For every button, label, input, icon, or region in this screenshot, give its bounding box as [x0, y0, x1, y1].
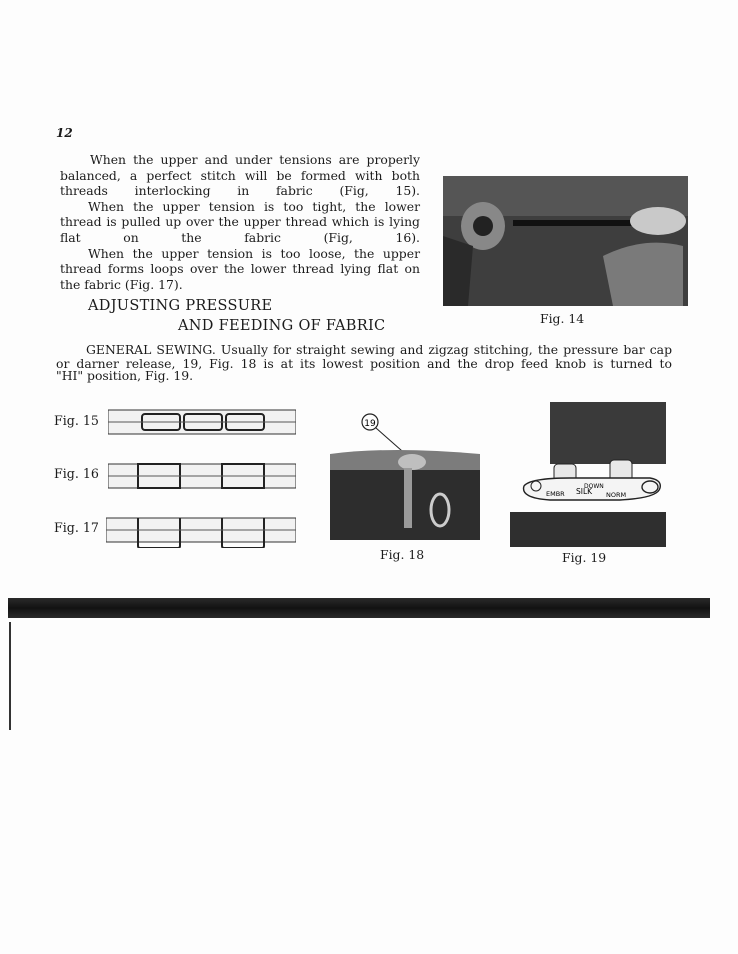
fig14-caption: Fig. 14 — [540, 311, 585, 326]
fig16-stitch-diagram — [108, 460, 296, 494]
fig19-knob-label-2: SILK — [576, 487, 593, 496]
scan-edge-bar — [8, 598, 710, 618]
section-heading-line1: ADJUSTING PRESSURE — [88, 298, 273, 314]
paragraph-tension-too-tight: When the upper tension is too tight, the lower thread is pulled up over the upper thread which is lying flat on the fabric (Fig, 16). — [60, 198, 420, 245]
fig17-label: Fig. 17 — [54, 520, 99, 535]
fig15-label: Fig. 15 — [54, 413, 99, 428]
fig18-photo — [330, 410, 480, 540]
fig14-photo-art — [443, 176, 688, 306]
fig16-label: Fig. 16 — [54, 466, 99, 481]
fig17-stitch-art — [106, 514, 296, 548]
fig14-photo — [443, 176, 688, 306]
general-sewing-line1: GENERAL SEWING. Usually for straight sewing and zigzag stitching, the pressure bar cap — [86, 342, 672, 357]
fig18-callout: 19 — [364, 419, 376, 429]
tension-text-block — [60, 152, 420, 292]
general-sewing-line3: "HI" position, Fig. 19. — [56, 368, 194, 383]
fig16-stitch-art — [108, 460, 296, 490]
general-sewing-line2: or darner release, 19, Fig. 18 is at its lowest position and the drop feed knob is turned to — [56, 356, 672, 371]
paragraph-tension-too-loose: When the upper tension is too loose, the upper thread forms loops over the lower thread lying flat on the fabric (Fig. 17). — [60, 245, 420, 292]
page-number: 12 — [56, 126, 73, 140]
fig19-knob-label-1: EMBR — [546, 490, 565, 498]
fig15-stitch-diagram — [108, 408, 296, 440]
fig19-photo-art — [510, 402, 666, 547]
fig18-caption: Fig. 18 — [380, 547, 425, 562]
fig17-stitch-diagram — [106, 514, 296, 552]
fig19-knob-label-3: NORM — [606, 491, 627, 499]
fig18-photo-art — [330, 410, 480, 540]
fig15-stitch-art — [108, 408, 296, 436]
fig19-caption: Fig. 19 — [562, 550, 607, 565]
paragraph-balanced-tension: When the upper and under tensions are properly balanced, a perfect stitch will be formed with both threads interlocking in fabric (Fig, 15). — [60, 152, 420, 199]
scan-edge-line — [9, 622, 11, 730]
fig19-photo — [510, 402, 666, 547]
fig19-knob-top-label: DOWN — [584, 483, 604, 490]
section-heading-line2: AND FEEDING OF FABRIC — [178, 318, 386, 334]
